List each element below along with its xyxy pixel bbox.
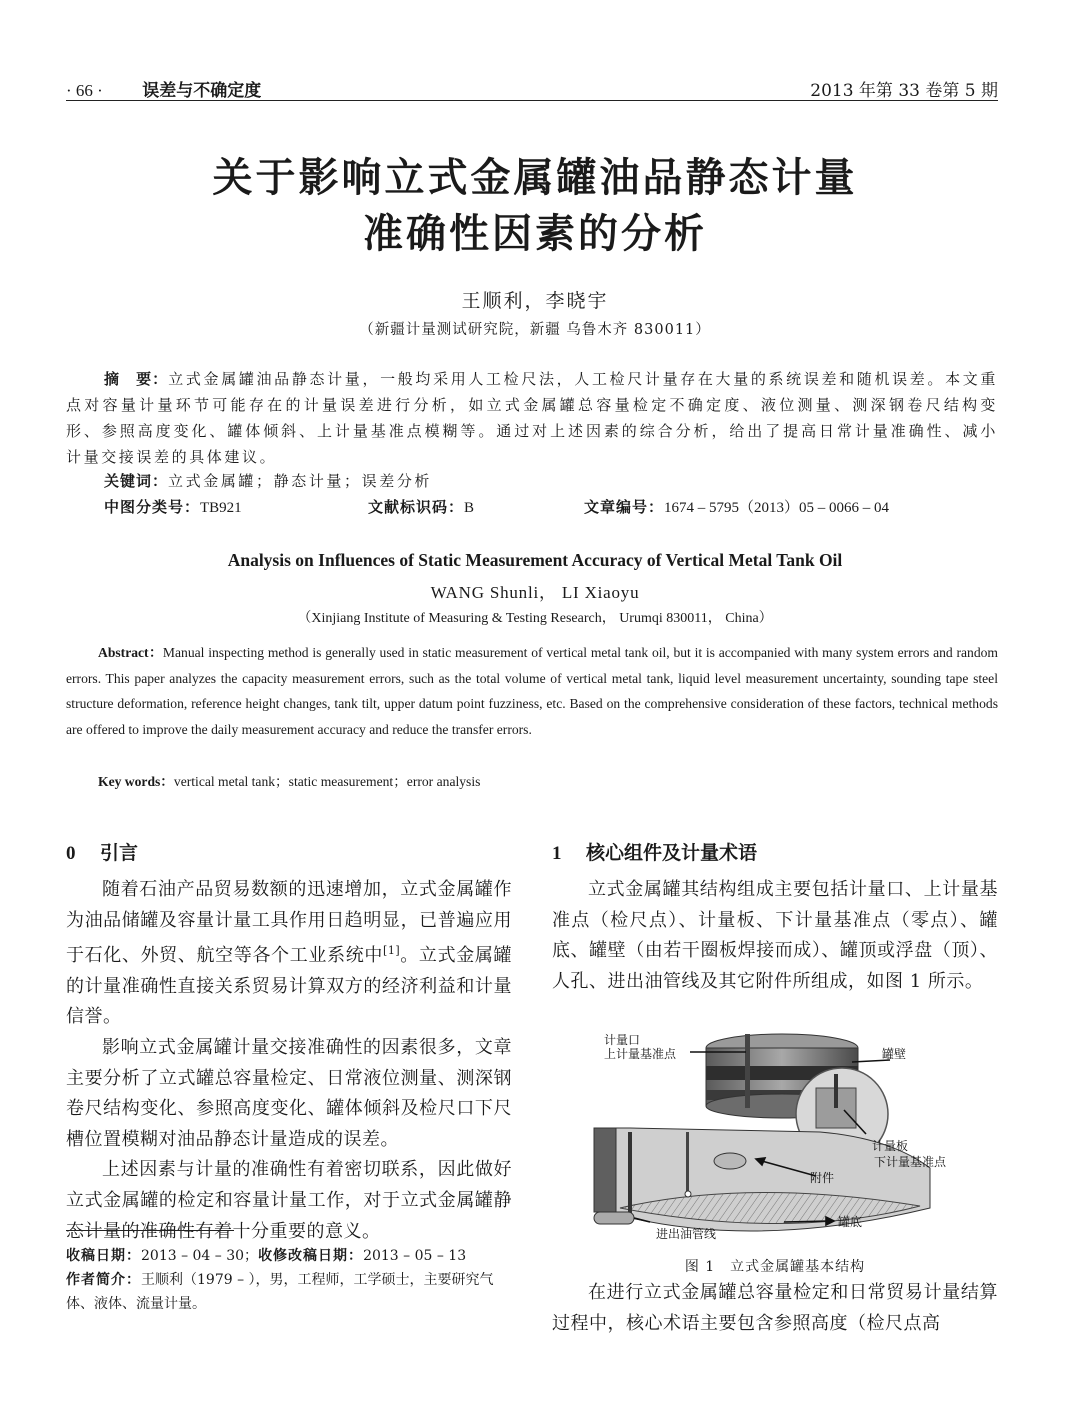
label-gauge-plate: 计量板 xyxy=(872,1139,909,1153)
issue-info: 2013 年第 33 卷第 5 期 xyxy=(810,81,998,101)
english-abstract-label: Abstract： xyxy=(98,645,163,660)
label-upper-datum: 上计量基准点 xyxy=(604,1047,677,1061)
author-bio-label: 作者简介： xyxy=(66,1272,141,1288)
english-authors: WANG Shunli， LI Xiaoyu xyxy=(430,583,640,602)
label-tank-bottom: 罐底 xyxy=(838,1215,863,1229)
section-0-paragraph-1 xyxy=(66,875,512,1033)
label-tank-wall: 罐壁 xyxy=(882,1047,907,1061)
english-abstract xyxy=(66,640,998,742)
page-number: · 66 · xyxy=(66,81,103,100)
paper-title-line2: 准确性因素的分析 xyxy=(363,211,707,257)
revised-label: 收修改稿日期： xyxy=(258,1248,364,1264)
english-abstract-text: Manual inspecting method is generally used in static measurement of vertical metal tank oil, but it is accompanied with many system errors and random errors. This paper analyzes the capacity measurement errors, such as the total volume of vertical metal tank, liquid level measurement uncertainty, sounding tape steel structure deformation, reference height changes, tank tilt, upper datum point fuzziness, etc. Based on the comprehensive consideration of these factors, technical methods are offered to improve the daily measurement accuracy and reduce the transfer errors. xyxy=(66,645,998,737)
authors: 王顺利，李晓宇 xyxy=(461,290,609,312)
section-1-body-continued xyxy=(552,1278,998,1339)
abstract-cn-text: 立式金属罐油品静态计量，一般均采用人工检尺法，人工检尺计量存在大量的系统误差和随机误差。本文重点对容量计量环节可能存在的计量误差进行分析，如立式金属罐总容量检定不确定度、液位测量、测深钢卷尺结构变形、参照高度变化、罐体倾斜、上计量基准点模糊等。通过对上述因素的综合分析，给出了提高日常计量准确性、减小计量交接误差的具体建议。 xyxy=(66,370,998,466)
author-bio-text: 王顺利（1979 – ），男，工程师，工学硕士，主要研究气体、液体、流量计量。 xyxy=(66,1272,494,1312)
figure-caption: 图 1 立式金属罐基本结构 xyxy=(684,1259,866,1275)
doc-label: 文献标识码： xyxy=(368,498,465,516)
article-value: 1674 – 5795（2013）05 – 0066 – 04 xyxy=(664,500,890,516)
doc-value: B xyxy=(464,500,475,516)
section-0-body xyxy=(66,875,512,1247)
article-number xyxy=(584,496,889,517)
section-1-heading xyxy=(552,838,757,865)
section-0-paragraph-3: 上述因素与计量的准确性有着密切联系，因此做好立式金属罐的检定和容量计量工作，对于立式金属罐静态计量的准确性有着十分重要的意义。 xyxy=(66,1159,512,1242)
keywords-cn-label: 关键词： xyxy=(104,472,169,490)
affiliation: （新疆计量测试研究院，新疆 乌鲁木齐 830011） xyxy=(359,322,711,338)
section-0-para1-text: 随着石油产品贸易数额的迅速增加，立式金属罐作为油品储罐及容量计量工具作用日趋明显，已普遍应用于石化、外贸、航空等各个工业系统中 xyxy=(66,879,512,967)
footnote-rule xyxy=(66,1230,234,1231)
section-0-heading xyxy=(66,838,138,865)
label-accessory: 附件 xyxy=(810,1171,835,1185)
clc-code xyxy=(104,496,242,517)
classification-row xyxy=(104,496,998,520)
section-1-title: 核心组件及计量术语 xyxy=(586,842,758,864)
paper-title-line1: 关于影响立式金属罐油品静态计量 xyxy=(212,155,858,201)
english-affiliation: （Xinjiang Institute of Measuring & Testing Research， Urumqi 830011， China） xyxy=(297,611,773,626)
abstract-cn xyxy=(66,366,998,470)
received-label: 收稿日期： xyxy=(66,1248,141,1264)
label-pipeline: 进出油管线 xyxy=(656,1227,717,1241)
english-keywords xyxy=(98,770,480,790)
english-title: Analysis on Influences of Static Measurement Accuracy of Vertical Metal Tank Oil xyxy=(227,550,843,570)
keywords-cn-text: 立式金属罐；静态计量；误差分析 xyxy=(168,472,433,490)
footnote-author xyxy=(66,1268,512,1316)
section-1-paragraph-2: 在进行立式金属罐总容量检定和日常贸易计量结算过程中，核心术语主要包含参照高度（检尺点高 xyxy=(552,1282,998,1334)
clc-value: TB921 xyxy=(200,500,242,516)
section-1-body xyxy=(552,875,998,997)
section-1-paragraph-1: 立式金属罐其结构组成主要包括计量口、上计量基准点（检尺点）、计量板、下计量基准点（零点）、罐底、罐壁（由若干圈板焊接而成）、罐顶或浮盘（顶）、人孔、进出油管线及其它附件所组成，如图 1 所示。 xyxy=(552,879,998,992)
label-measuring-port: 计量口 xyxy=(604,1033,641,1047)
label-lower-datum: 下计量基准点 xyxy=(874,1155,947,1169)
received-date: 2013 – 04 – 30； xyxy=(141,1248,259,1264)
citation-1[interactable]: [1] xyxy=(383,944,401,958)
section-0-title: 引言 xyxy=(100,842,139,864)
footnote-dates xyxy=(66,1244,512,1268)
english-keywords-label: Key words： xyxy=(98,774,174,789)
keywords-cn xyxy=(104,470,998,491)
article-label: 文章编号： xyxy=(584,498,665,516)
abstract-cn-label: 摘 要： xyxy=(104,370,169,388)
clc-label: 中图分类号： xyxy=(104,498,201,516)
header-rule xyxy=(66,100,998,101)
section-0-number: 0 xyxy=(66,843,76,864)
section-0-paragraph-2: 影响立式金属罐计量交接准确性的因素很多，文章主要分析了立式罐总容量检定、日常液位测量、测深钢卷尺结构变化、参照高度变化、罐体倾斜及检尺口下尺槽位置模糊对油品静态计量造成的误差。 xyxy=(66,1036,512,1150)
english-keywords-text: vertical metal tank；static measurement；error analysis xyxy=(173,774,481,789)
paper-title xyxy=(0,150,1070,262)
revised-date: 2013 – 05 – 13 xyxy=(363,1248,467,1264)
section-0-para1-text-end: 。立式金属罐的计量准确性直接关系贸易计算双方的经济利益和计量信誉。 xyxy=(66,945,513,1028)
footnote xyxy=(66,1244,512,1316)
section-1-number: 1 xyxy=(552,843,562,864)
doc-code xyxy=(368,496,474,517)
figure-tank-structure xyxy=(590,1028,980,1244)
running-header-left xyxy=(66,76,261,101)
journal-section: 误差与不确定度 xyxy=(142,81,262,101)
